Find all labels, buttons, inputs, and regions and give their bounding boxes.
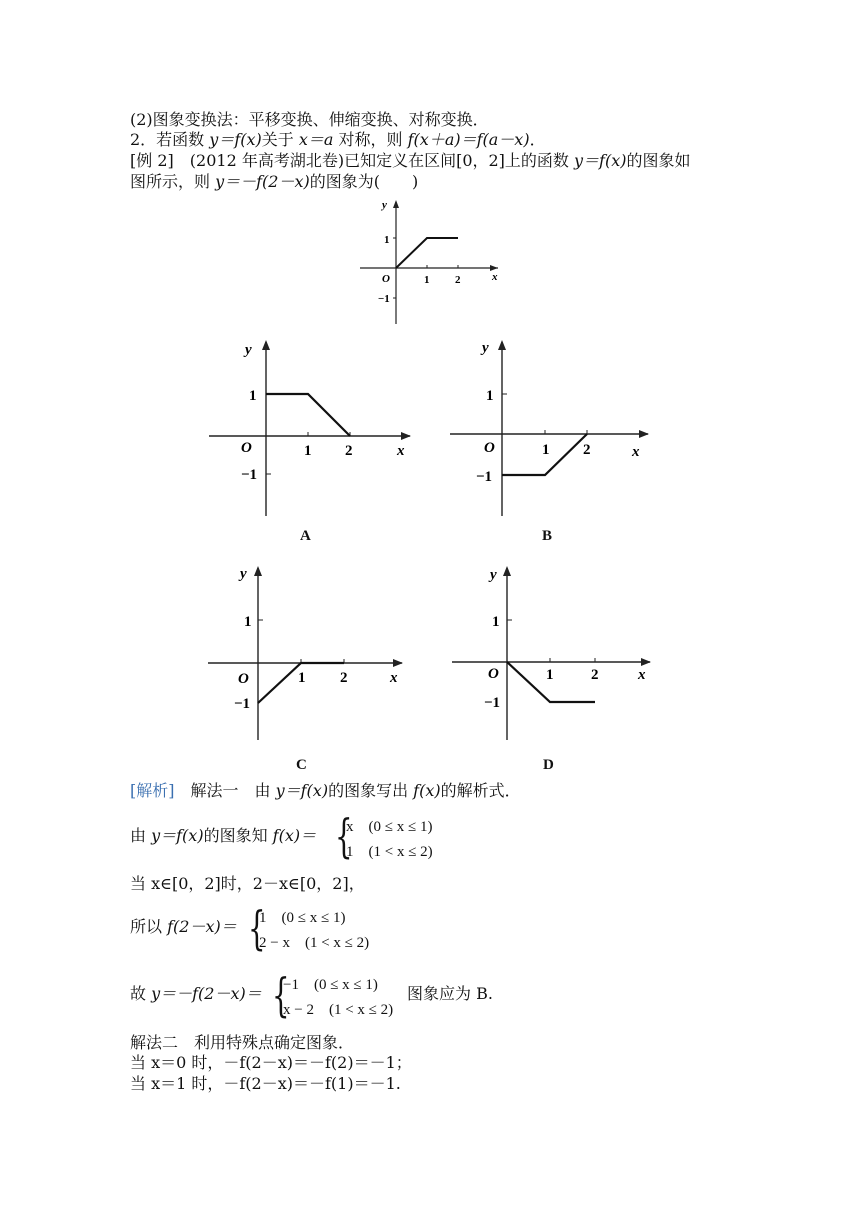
d-origin: O: [488, 666, 499, 682]
a-tick-y-neg1: −1: [241, 467, 258, 483]
a-axis-y: y: [245, 342, 252, 358]
symmetry-mid2: 对称，则: [333, 130, 408, 149]
solution-line-2: [130, 826, 316, 846]
example-line-2: [130, 172, 418, 192]
c-axis-y: y: [240, 566, 247, 582]
solution-line-1: [130, 781, 521, 801]
b-tick-x-1: 1: [542, 442, 550, 458]
caption-a: A: [300, 528, 311, 544]
example-text1: (2012 年高考湖北卷)已知定义在区间[0，2]上的函数: [189, 151, 575, 170]
caption-c: C: [296, 757, 307, 773]
symmetry-axis: x＝a: [298, 130, 334, 149]
option-a-graph: [205, 336, 420, 525]
d-tick-y-neg1: −1: [484, 695, 501, 711]
d-axis-x: x: [638, 667, 646, 683]
axis-y-label: y: [382, 199, 387, 211]
example-label: [例 2]: [130, 151, 174, 170]
example2-func: y＝－f(2－x): [215, 172, 310, 191]
s2-case-1: x (0 ≤ x ≤ 1): [346, 819, 433, 835]
s2-case-2: 1 (1 < x ≤ 2): [346, 844, 433, 860]
s5-case-1: −1 (0 ≤ x ≤ 1): [283, 977, 378, 993]
a-tick-x-1: 1: [304, 443, 312, 459]
symmetry-func: y＝f(x): [209, 130, 262, 149]
s2-pre: 由: [130, 826, 152, 845]
s2-brace: {: [335, 809, 353, 863]
solution-line-4: [130, 917, 237, 937]
symmetry-formula: f(x＋a)＝f(a－x): [407, 130, 530, 149]
solution-line-7: 当 x＝0 时，－f(2－x)＝－f(2)＝－1；: [130, 1053, 412, 1072]
solution-line-6: 解法二 利用特殊点确定图象．: [130, 1033, 355, 1052]
tick-y-neg1: −1: [378, 293, 390, 305]
a-axis-x: x: [397, 443, 405, 459]
solution-s1: 解法一 由: [174, 781, 276, 800]
s5-end: 图象应为 B.: [407, 984, 493, 1003]
original-graph: [358, 196, 508, 330]
c-origin: O: [238, 671, 249, 687]
c-axis-x: x: [390, 670, 398, 686]
example2-text2: 的图象为( ): [309, 172, 419, 191]
solution-line-8: 当 x＝1 时，－f(2－x)＝－f(1)＝－1.: [130, 1074, 401, 1093]
s2-func: y＝f(x): [151, 826, 204, 845]
d-axis-y: y: [490, 567, 497, 583]
d-tick-y-1: 1: [492, 614, 500, 630]
option-c-graph: [204, 562, 419, 751]
s4-case-1: 1 (0 ≤ x ≤ 1): [259, 910, 346, 926]
solution-tag: [解析]: [130, 781, 175, 800]
s2-fx: f(x)＝: [272, 826, 317, 845]
symmetry-mid: 关于: [261, 130, 299, 149]
tick-x-2: 2: [455, 274, 461, 286]
solution-line-3: 当 x∈[0，2]时，2－x∈[0，2]，: [130, 874, 365, 893]
solution-s1-mid: 的图象写出: [328, 781, 414, 800]
solution-s1-end: 的解析式．: [440, 781, 521, 800]
s5-pre: 故: [130, 984, 152, 1003]
symmetry-prefix: 2．若函数: [130, 130, 210, 149]
solution-line-5: [130, 984, 262, 1004]
c-tick-y-neg1: −1: [234, 696, 251, 712]
symmetry-end: ．: [529, 130, 546, 149]
a-tick-y-1: 1: [249, 388, 257, 404]
example-func: y＝f(x): [574, 151, 627, 170]
caption-d: D: [543, 757, 554, 773]
tick-y-1: 1: [384, 234, 390, 246]
c-tick-x-2: 2: [340, 670, 348, 686]
a-origin: O: [241, 440, 252, 456]
s4-func: f(2－x)＝: [167, 917, 237, 936]
s4-case-2: 2 − x (1 < x ≤ 2): [259, 935, 370, 951]
s4-pre: 所以: [130, 917, 168, 936]
axis-x-label: x: [492, 271, 498, 283]
d-tick-x-1: 1: [546, 667, 554, 683]
a-tick-x-2: 2: [345, 443, 353, 459]
caption-b: B: [542, 528, 553, 544]
method-2-line: (2)图象变换法：平移变换、伸缩变换、对称变换．: [130, 110, 489, 129]
example-line-1: [130, 151, 691, 171]
example-text2: 的图象如: [626, 151, 691, 170]
b-axis-y: y: [482, 340, 489, 356]
tick-x-1: 1: [424, 274, 430, 286]
d-tick-x-2: 2: [591, 667, 599, 683]
b-origin: O: [484, 440, 495, 456]
b-tick-y-1: 1: [486, 388, 494, 404]
s2-mid: 的图象知: [203, 826, 273, 845]
b-tick-x-2: 2: [583, 442, 591, 458]
b-axis-x: x: [632, 444, 640, 460]
c-tick-y-1: 1: [244, 614, 252, 630]
c-tick-x-1: 1: [298, 670, 306, 686]
s4-brace: {: [248, 901, 266, 955]
symmetry-line: [130, 130, 546, 150]
solution-s1-func2: f(x): [413, 781, 441, 800]
s5-case-2: x − 2 (1 < x ≤ 2): [283, 1002, 394, 1018]
option-d-graph: [450, 562, 665, 751]
origin-label: O: [382, 273, 390, 285]
solution-s1-func: y＝f(x): [275, 781, 329, 800]
option-b-graph: [448, 336, 663, 525]
example2-text1: 图所示，则: [130, 172, 216, 191]
s5-brace: {: [272, 968, 290, 1022]
s5-func: y＝－f(2－x)＝: [151, 984, 262, 1003]
b-tick-y-neg1: −1: [476, 469, 493, 485]
